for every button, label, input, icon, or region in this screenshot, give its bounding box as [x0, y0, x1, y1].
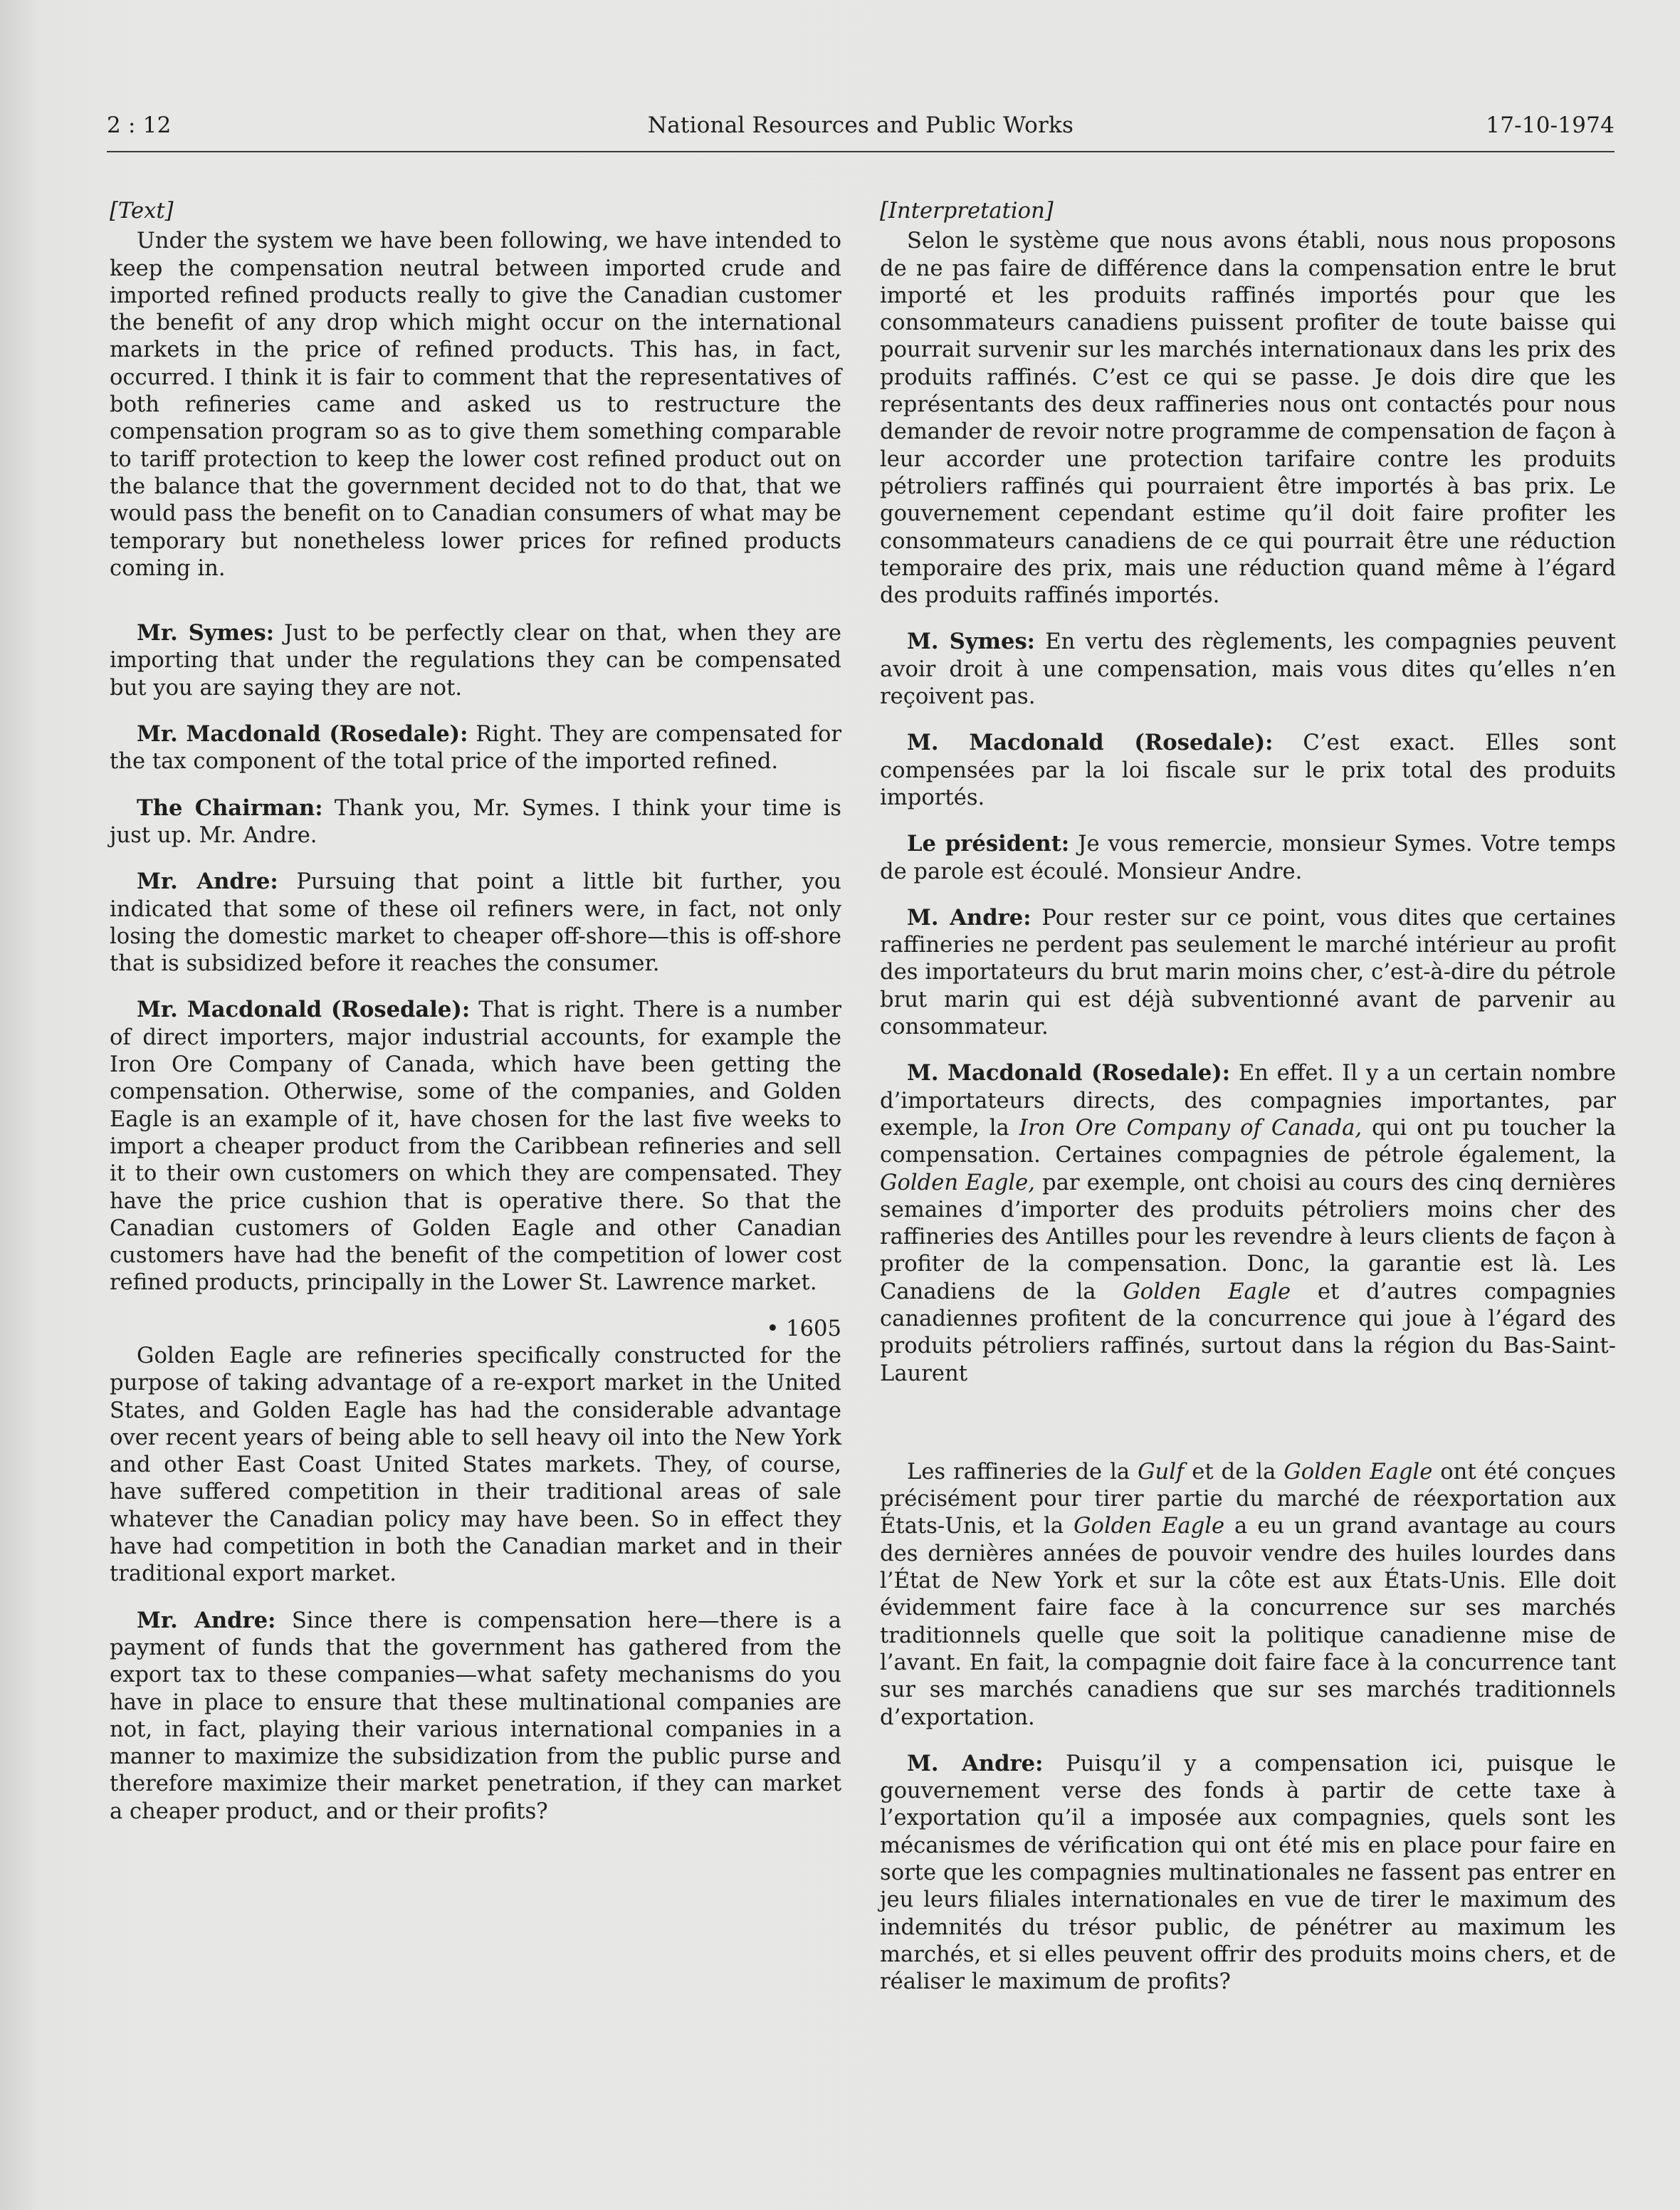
section-tag: [Text]: [110, 199, 174, 224]
speech: M. Symes: En vertu des règlements, les compagnies peuvent avoir droit à une compensation, mais vous dites qu’elles n’en reçoivent pas.: [880, 629, 1616, 710]
speaker: Mr. Andre:: [137, 1607, 276, 1633]
french-column: [880, 198, 1616, 2015]
page-number: 2 : 12: [107, 112, 172, 138]
speaker: Mr. Macdonald (Rosedale):: [137, 997, 471, 1023]
speaker: M. Andre:: [907, 1750, 1044, 1776]
publication-title: National Resources and Public Works: [647, 112, 1074, 138]
speech: M. Macdonald (Rosedale): C’est exact. Elles sont compensées par la loi fiscale sur le prix total des produits importés.: [880, 730, 1617, 810]
paragraph: Selon le système que nous avons établi, nous nous proposons de ne pas faire de différence dans la compensation entre le brut importé et les produits raffinés importés pour que les consommateurs canadiens puissent profiter de toute baisse qui pourrait survenir sur les marchés internationaux dans les prix des produits raffinés. C’est ce qui se passe. Je dois dire que les représentants des deux raffineries nous ont contactés pour nous demander de revoir notre programme de compensation de façon à leur accorder une protection tarifaire contre les produits pétroliers raffinés qui pourraient être importés à bas prix. Le gouvernement cependant estime qu’il doit faire profiter les consommateurs canadiens de ce qui pourrait être une réduction temporaire des prix, mais une réduction quand même à l’égard des produits raffinés importés.: [880, 229, 1616, 609]
paragraph: Les raffineries de la Gulf et de la Golden Eagle ont été conçues précisément pour tirer partie du marché de réexportation aux États-Unis, et la Golden Eagle a eu un grand avantage au cours des dernières années de pouvoir vendre des huiles lourdes dans l’État de New York et sur la côte est aux États-Unis. Elle doit évidemment faire face à la concurrence sur ses marchés traditionnels quelle que soit la politique canadienne mise de l’avant. En fait, la compagnie doit faire face à la concurrence tant sur ses marchés canadiens que sur ses marchés traditionnels d’exportation.: [880, 1459, 1617, 1730]
speaker: Mr. Symes:: [137, 620, 274, 646]
speech: M. Andre: Pour rester sur ce point, vous dites que certaines raffineries ne perdent pas seulement le marché intérieur au profit des importateurs du brut marin moins cher, c’est-à-dire du pétrole brut marin qui est déjà subventionné avant de parvenir au consommateur.: [880, 904, 1616, 1040]
speech: Mr. Macdonald (Rosedale): Right. They are compensated for the tax component of the total price of the imported refined.: [110, 721, 842, 775]
speech: Mr. Macdonald (Rosedale): That is right. There is a number of direct importers, major industrial accounts, for example the Iron Ore Company of Canada, which have been getting the compensation. Otherwise, some of the companies, and Golden Eagle is an example of it, have chosen for the last five weeks to import a cheaper product from the Caribbean refineries and sell it to their own customers on which they are compensated. They have the price cushion that is operative there. So that the Canadian customers of Golden Eagle and other Canadian customers have had the benefit of the competition of lower cost refined products, principally in the Lower St. Lawrence market.: [110, 997, 841, 1296]
speech: Mr. Andre: Pursuing that point a little bit further, you indicated that some of these oil refiners were, in fact, not only losing the domestic market to cheaper off-shore—this is off-shore that is subsidized before it reaches the consumer.: [110, 869, 841, 977]
speech: M. Macdonald (Rosedale): En effet. Il y a un certain nombre d’importateurs directs, des compagnies importantes, par exemple, la Iron Ore Company of Canada, qui ont pu toucher la compensation. Certaines compagnies de pétrole également, la Golden Eagle, par exemple, ont choisi au cours des cinq dernières semaines d’importer des produits pétroliers moins cher des raffineries des Antilles pour les revendre à leurs clients de façon à profiter de la compensation. Donc, la garantie est là. Les Canadiens de la Golden Eagle et d’autres compagnies canadiennes profitent de la concurrence qui joue à l’égard des produits pétroliers raffinés, surtout dans la région du Bas-Saint-Laurent: [880, 1060, 1617, 1386]
page-date: 17-10-1974: [1486, 112, 1615, 138]
speaker: M. Andre:: [907, 904, 1031, 931]
english-column: [110, 198, 841, 1844]
speaker: Le président:: [907, 831, 1070, 857]
speech: M. Andre: Puisqu’il y a compensation ici, puisque le gouvernement verse des fonds à partir de cette taxe à l’exportation qu’il a imposée aux compagnies, quels sont les mécanismes de vérification qui ont été mis en place pour faire en sorte que les compagnies multinationales ne fassent pas entrer en jeu leurs filiales internationales en vue de tirer le maximum des indemnités du trésor public, de pénétrer au maximum les marchés, et si elles peuvent offrir des produits moins chers, et de réaliser le maximum de profits?: [880, 1750, 1616, 1995]
speaker: M. Macdonald (Rosedale):: [907, 1060, 1231, 1086]
speaker: The Chairman:: [137, 795, 323, 821]
speaker: M. Macdonald (Rosedale):: [907, 730, 1274, 756]
speech: Mr. Andre: Since there is compensation here—there is a payment of funds that the government has gathered from the export tax to these companies—what safety mechanisms do you have in place to ensure that these multinational companies are not, in fact, playing their various international companies in a manner to maximize the subsidization from the public purse and therefore maximize their market penetration, if they can market a cheaper product, and or their profits?: [110, 1607, 841, 1824]
speaker: Mr. Macdonald (Rosedale):: [137, 721, 468, 748]
section-tag: [Interpretation]: [880, 199, 1054, 224]
speaker: Mr. Andre:: [137, 869, 278, 895]
speech: Le président: Je vous remercie, monsieur Symes. Votre temps de parole est écoulé. Monsieur Andre.: [880, 831, 1616, 884]
paragraph: Golden Eagle are refineries specifically constructed for the purpose of taking advantage of a re-export market in the United States, and Golden Eagle has had the considerable advantage over recent years of being able to sell heavy oil into the New York and other East Coast United States markets. They, of course, have suffered competition in their traditional areas of sale whatever the Canadian policy may have been. So in effect they have had competition in both the Canadian market and in their traditional export market.: [110, 1343, 841, 1587]
time-marker: • 1605: [766, 1316, 841, 1341]
paragraph: Under the system we have been following, we have intended to keep the compensation neutral between imported crude and imported refined products really to give the Canadian customer the benefit of any drop which might occur on the international markets in the price of refined products. This has, in fact, occurred. I think it is fair to comment that the representatives of both refineries came and asked us to restructure the compensation program so as to give them something comparable to tariff protection to keep the lower cost refined product out on the balance that the government decided not to do that, that we would pass the benefit on to Canadian consumers of what may be temporary but nonetheless lower prices for refined products coming in.: [110, 229, 841, 581]
speaker: M. Symes:: [907, 629, 1035, 655]
page-header: [107, 107, 1615, 152]
speech: Mr. Symes: Just to be perfectly clear on that, when they are importing that under the regulations they can be compensated but you are saying they are not.: [110, 620, 841, 701]
speech: The Chairman: Thank you, Mr. Symes. I think your time is just up. Mr. Andre.: [110, 795, 841, 848]
